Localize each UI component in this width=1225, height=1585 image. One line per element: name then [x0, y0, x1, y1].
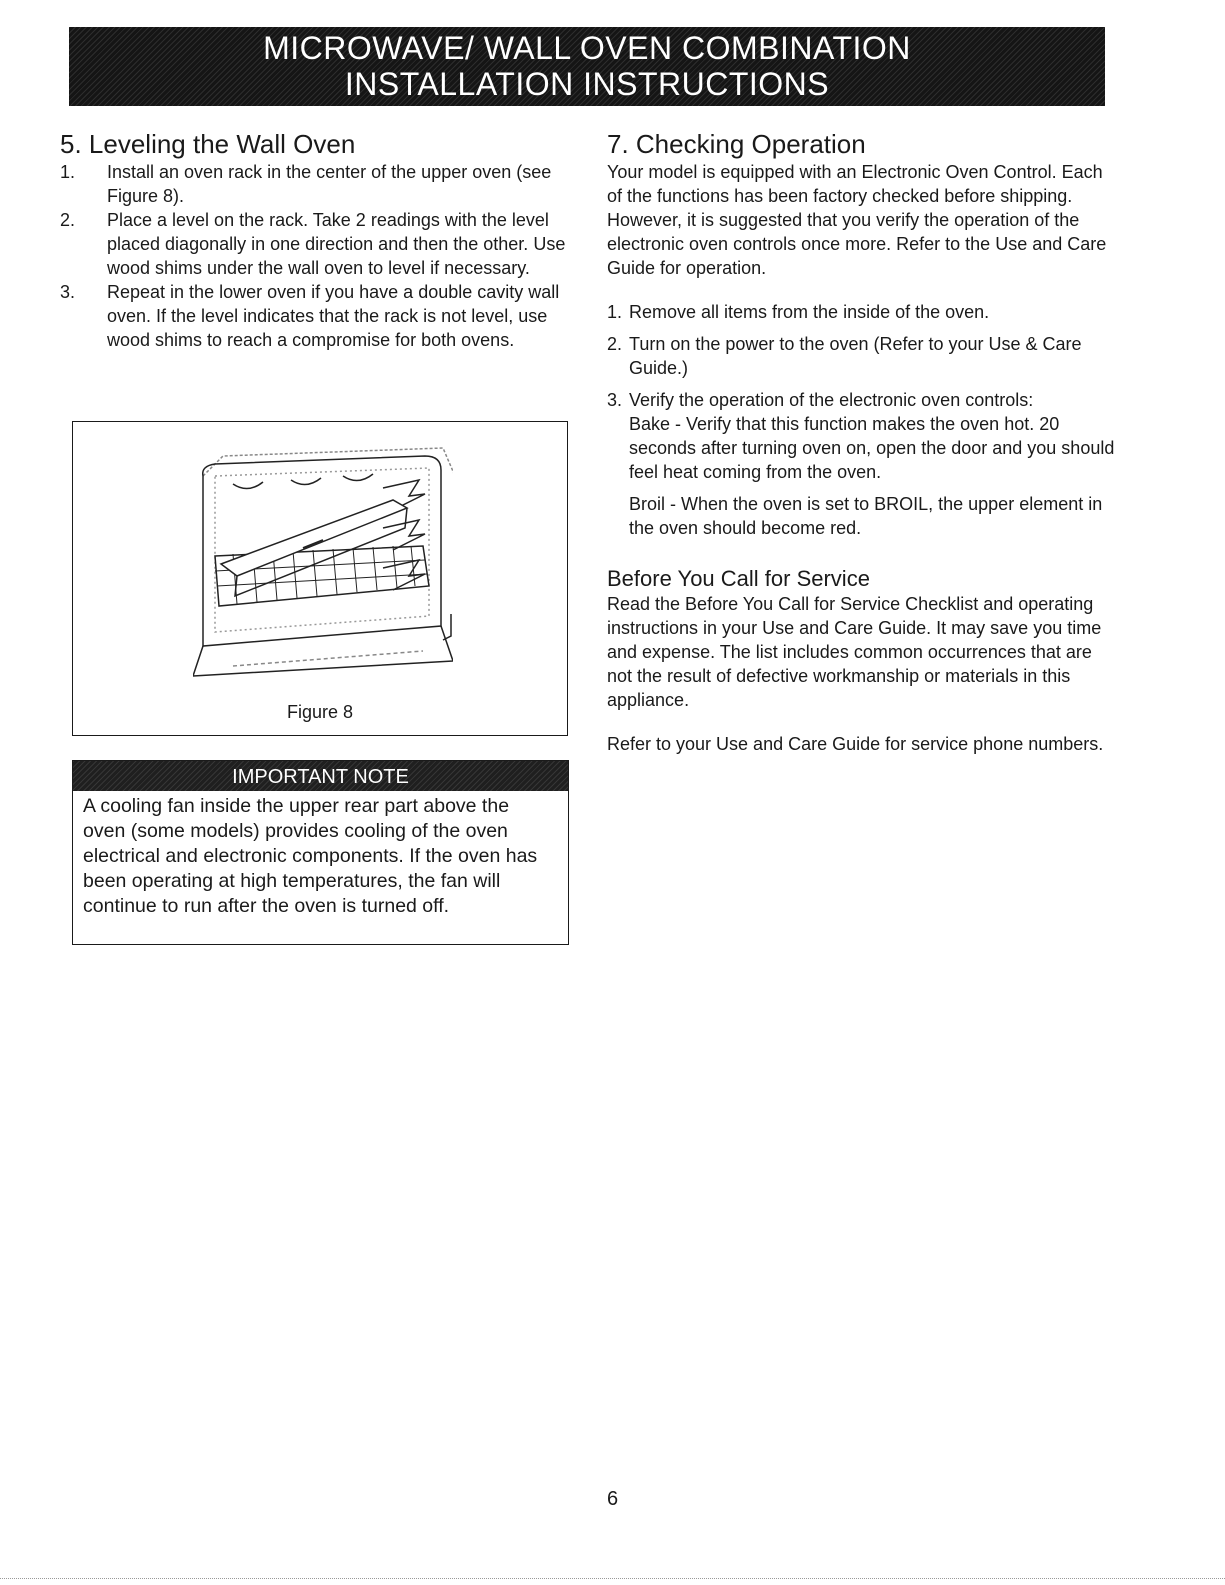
header-title-line1: MICROWAVE/ WALL OVEN COMBINATION — [263, 30, 911, 66]
leveling-title: 5. Leveling the Wall Oven — [60, 129, 356, 159]
checking-step — [607, 332, 1117, 380]
figure-caption: Figure 8 — [286, 702, 354, 722]
service-phone-paragraph: Refer to your Use and Care Guide for service phone numbers. — [607, 734, 1104, 754]
step-text: Repeat in the lower oven if you have a double cavity wall oven. If the level indicates that the rack is not level, use wood shims to reach a compromise for both ovens. — [107, 282, 560, 350]
leveling-step — [60, 160, 575, 208]
note-body: A cooling fan inside the upper rear part above the oven (some models) provides cooling of the oven electrical and electronic components. If the oven has been operating at high temperatures, the fan will continue to run after the oven is turned off. — [83, 795, 538, 917]
bake-check: Bake - Verify that this function makes the oven hot. 20 seconds after turning oven on, open the door and you should feel heat coming from the oven. — [629, 414, 1115, 482]
service-paragraph: Read the Before You Call for Service Checklist and operating instructions in your Use and Care Guide. It may save you time and expense. The list includes common occurrences that are not the result of defective workmanship or materials in this appliance. — [607, 594, 1102, 710]
header-title-line2: INSTALLATION INSTRUCTIONS — [344, 66, 830, 102]
header-banner — [69, 27, 1105, 106]
checking-step — [607, 388, 1117, 540]
leveling-section — [60, 128, 575, 352]
checking-section — [607, 128, 1117, 756]
step-text: Place a level on the rack. Take 2 readings with the level placed diagonally in one direction and then the other. Use wood shims under the wall oven to level if necessary. — [107, 210, 566, 278]
broil-check: Broil - When the oven is set to BROIL, the upper element in the oven should become red. — [629, 494, 1103, 538]
step-text: Turn on the power to the oven (Refer to your Use & Care Guide.) — [629, 334, 1082, 378]
oven-rack-illustration — [193, 436, 453, 694]
step-text: Install an oven rack in the center of the upper oven (see Figure 8). — [107, 162, 552, 206]
figure-8 — [72, 421, 568, 736]
step-number: 3. — [60, 282, 76, 302]
checking-step — [607, 300, 1117, 324]
important-note — [72, 760, 569, 945]
step-text: Remove all items from the inside of the oven. — [629, 302, 990, 322]
leveling-steps — [60, 160, 575, 352]
leveling-step — [60, 280, 575, 352]
step-number: 1. — [60, 162, 76, 182]
service-title: Before You Call for Service — [607, 566, 870, 591]
checking-intro: Your model is equipped with an Electronic Oven Control. Each of the functions has been factory checked before shipping. However, it is suggested that you verify the operation of the electronic oven controls once more. Refer to the Use and Care Guide for operation. — [607, 162, 1107, 278]
bottom-rule — [0, 1578, 1225, 1579]
leveling-step — [60, 208, 575, 280]
step-number: 3. — [607, 390, 623, 410]
step-text: Verify the operation of the electronic oven controls: — [629, 390, 1034, 410]
step-number: 1. — [607, 302, 623, 322]
step-number: 2. — [607, 334, 623, 354]
note-header: IMPORTANT NOTE — [73, 761, 568, 791]
checking-steps — [607, 300, 1117, 540]
step-number: 2. — [60, 210, 76, 230]
page-number: 6 — [606, 1488, 619, 1510]
checking-title: 7. Checking Operation — [607, 129, 866, 159]
